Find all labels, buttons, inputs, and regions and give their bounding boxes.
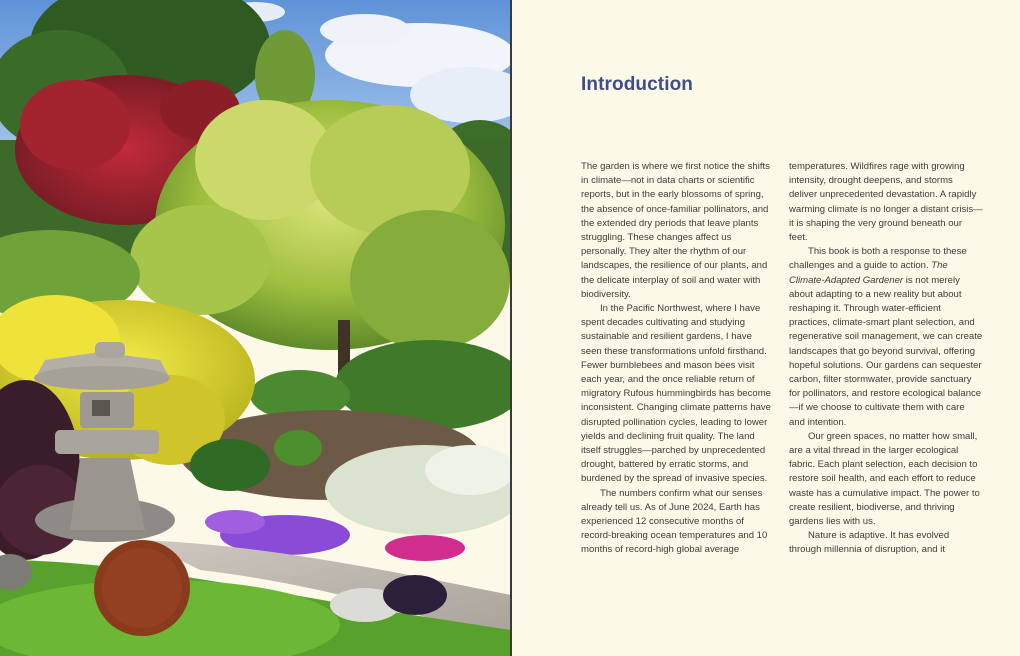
paragraph: The numbers confirm what our senses already tell us. As of June 2024, Earth has experienced 12 consecutive months of record-breaking ocean temperatures and 10 months of record-high global average bbox=[581, 487, 768, 556]
paragraph: Nature is adaptive. It has evolved through millennia of disruption, and it bbox=[789, 530, 950, 556]
text-column-left bbox=[581, 160, 775, 558]
paragraph: Our green spaces, no matter how small, are a vital thread in the larger ecological fabric. Each plant selection, each decision to restore soil health, and each effort to reduce waste has a cumulative impact. The power to create resilient, biodiverse, and thriving gardens lies with us. bbox=[789, 430, 980, 528]
book-title: The Climate-Adapted Gardener bbox=[789, 260, 948, 286]
paragraph-text: This book is both a response to these challenges and a guide to action. bbox=[789, 246, 967, 272]
page-title: Introduction bbox=[581, 74, 694, 95]
paragraph: The garden is where we first notice the shifts in climate—not in data charts or scientific reports, but in the early blossoms of spring, the absence of once-familiar pollinators, and the extended dry periods that leave plants struggling. These changes affect us personally. They alter the rhythm of our landscapes, the resilience of our plants, and the delicate interplay of soil and water with biodiversity. bbox=[581, 161, 770, 300]
paragraph: temperatures. Wildfires rage with growing intensity, drought deepens, and storms deliver unprecedented devastation. A rapidly warming climate is no longer a distant crisis—it is shaping the very ground beneath our feet. bbox=[789, 161, 983, 244]
paragraph: In the Pacific Northwest, where I have spent decades cultivating and studying sustainable and resilient gardens, I have seen these transformations unfold firsthand. Fewer bumblebees and mason bees visit each year, and the once reliable return of migratory Rufous hummingbirds has become inconsistent. Changing climate patterns have disrupted pollination cycles, leading to lower yields and declining fruit quality. The land itself struggles—parched by unprecedented drought, battered by erratic storms, and burdened by the spread of invasive species. bbox=[581, 303, 771, 485]
text-column-right bbox=[789, 160, 983, 558]
paragraph bbox=[789, 245, 983, 430]
text-page bbox=[512, 0, 1020, 656]
paragraph-text: is not merely about adapting to a new reality but about reshaping it. Through water-efficient practices, climate-smart plant selection, and regenerative soil management, we can create landscapes that go beyond survival, offering hopeful solutions. Our gardens can sequester carbon, filter stormwater, provide sanctuary for pollinators, and restore ecological balance—if we choose to cultivate them with care and intention. bbox=[789, 274, 983, 428]
